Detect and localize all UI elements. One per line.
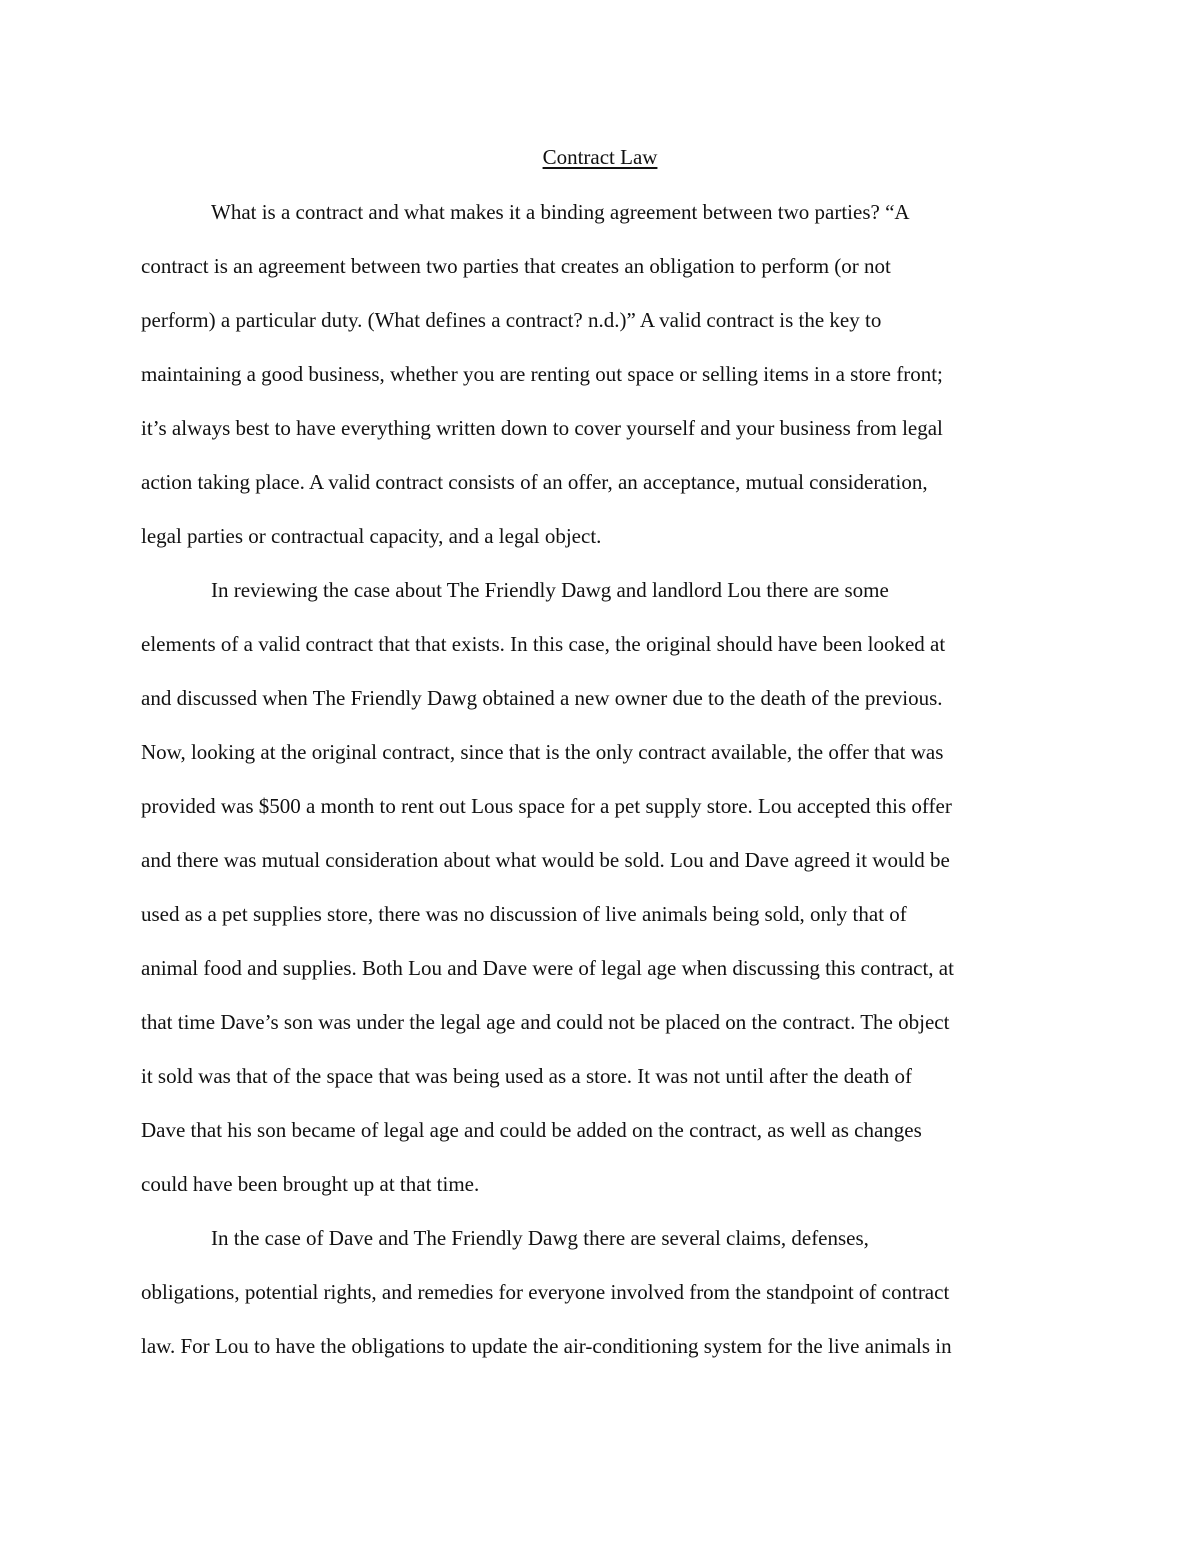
text-line: elements of a valid contract that that exists. In this case, the original should have been looked at — [141, 632, 946, 656]
text-line: Dave that his son became of legal age and could be added on the contract, as well as changes — [141, 1118, 922, 1142]
text-line: Now, looking at the original contract, since that is the only contract available, the offer that was — [141, 740, 944, 764]
text-line: legal parties or contractual capacity, and a legal object. — [141, 524, 602, 548]
document-title: Contract Law — [542, 145, 658, 169]
text-line: and there was mutual consideration about what would be sold. Lou and Dave agreed it would be — [141, 848, 950, 872]
text-line: used as a pet supplies store, there was no discussion of live animals being sold, only that of — [141, 902, 907, 926]
text-line: could have been brought up at that time. — [141, 1172, 480, 1196]
text-line: it sold was that of the space that was being used as a store. It was not until after the death of — [141, 1064, 912, 1088]
text-line: In reviewing the case about The Friendly Dawg and landlord Lou there are some — [211, 578, 889, 602]
text-line: law. For Lou to have the obligations to update the air-conditioning system for the live animals in — [141, 1334, 952, 1358]
text-line: obligations, potential rights, and remedies for everyone involved from the standpoint of contract — [141, 1280, 950, 1304]
text-line: and discussed when The Friendly Dawg obtained a new owner due to the death of the previous. — [141, 686, 943, 710]
text-line: In the case of Dave and The Friendly Dawg there are several claims, defenses, — [211, 1226, 869, 1250]
text-line: maintaining a good business, whether you are renting out space or selling items in a store front; — [141, 362, 943, 386]
text-line: action taking place. A valid contract consists of an offer, an acceptance, mutual consideration, — [141, 470, 928, 494]
text-line: it’s always best to have everything written down to cover yourself and your business from legal — [141, 416, 943, 440]
text-line: animal food and supplies. Both Lou and Dave were of legal age when discussing this contract, at — [141, 956, 954, 980]
text-line: contract is an agreement between two parties that creates an obligation to perform (or not — [141, 254, 891, 278]
text-line: provided was $500 a month to rent out Lous space for a pet supply store. Lou accepted this offer — [141, 794, 952, 818]
text-line: perform) a particular duty. (What defines a contract? n.d.)” A valid contract is the key to — [141, 308, 882, 332]
text-line: What is a contract and what makes it a binding agreement between two parties? “A — [211, 200, 910, 224]
text-line: that time Dave’s son was under the legal age and could not be placed on the contract. The object — [141, 1010, 950, 1034]
